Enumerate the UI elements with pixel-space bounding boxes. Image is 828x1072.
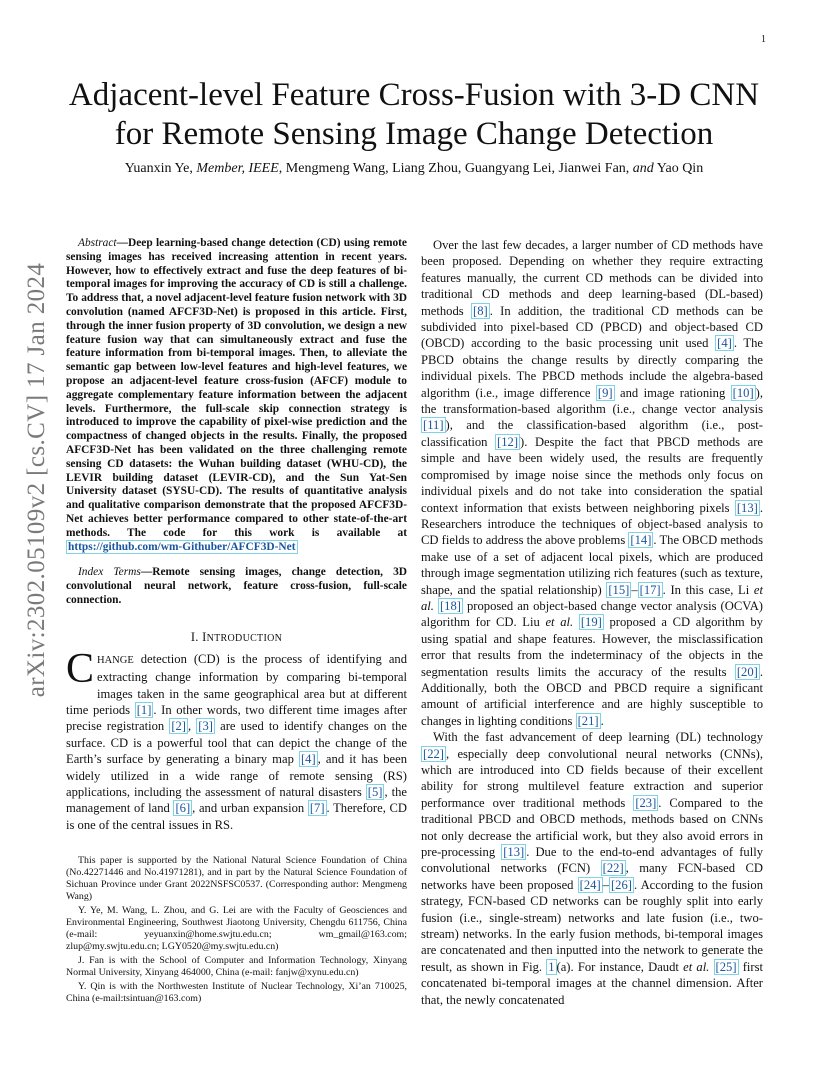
author-list <box>60 160 768 178</box>
arxiv-stamp: arXiv:2302.05109v2 [cs.CV] 17 Jan 2024 <box>23 262 50 698</box>
body-text <box>573 615 579 629</box>
citation-link[interactable]: [12] <box>497 434 519 449</box>
citation-link[interactable]: [25] <box>715 959 737 974</box>
body-text: , many FCN-based CD networks have been proposed <box>421 861 763 892</box>
intro-text: , the management of land <box>66 784 407 816</box>
body-text: . The PBCD obtains the change results by directly comparing the individual pixels. The PBCD methods include the algebra-based algorithm (i.e., image difference <box>421 336 763 400</box>
author-role: Member, IEEE <box>196 161 279 176</box>
body-paragraph <box>421 729 763 1008</box>
citation-link[interactable]: [13] <box>503 845 525 860</box>
author-name: Yao Qin <box>653 161 704 176</box>
citation-link[interactable]: [22] <box>423 746 444 761</box>
footnotes <box>66 855 407 1005</box>
author-name: Yuanxin Ye, <box>124 161 197 176</box>
drop-cap: C <box>66 645 95 692</box>
author-names: , Mengmeng Wang, Liang Zhou, Guangyang Lei, Jianwei Fan, <box>278 161 633 176</box>
author-conjunction: and <box>632 161 654 176</box>
body-paragraph <box>421 237 763 729</box>
intro-text: . In other words, two different time images after precise registration <box>66 702 407 734</box>
paper-title: Adjacent-level Feature Cross-Fusion with 3-D CNN for Remote Sensing Image Change Detection <box>68 77 760 152</box>
index-terms-text: —Remote sensing images, change detection, 3D convolutional neural network, feature cross-fusion, full-scale connection. <box>66 566 407 606</box>
citation-link[interactable]: [26] <box>610 877 632 892</box>
citation-link[interactable]: [10] <box>732 385 754 400</box>
citation-link[interactable]: [24] <box>579 877 601 892</box>
et-al: et al. <box>683 959 710 974</box>
body-text: . In this case, Li <box>662 582 754 597</box>
intro-text: detection (CD) is the process of identifying and extracting change information by comparing bi-temporal images taken in the same geographical area but at different time periods <box>66 651 407 717</box>
citation-link[interactable]: [8] <box>473 303 488 318</box>
abstract-text: —Deep learning-based change detection (CD) using remote sensing images has received increasing attention in recent years. However, how to effectively extract and fuse the deep features of bi-temporal images for improving the accuracy of CD is still a challenge. To address that, a novel adjacent-level feature fusion network with 3D convolution (named AFCF3D-Net) is proposed in this article. First, through the inner fusion property of 3D convolution, we design a new feature fusion way that can simultaneously extract and fuse the feature information from bi-temporal images. Then, to alleviate the semantic gap between low-level features and high-level features, we propose an adjacent-level feature cross-fusion (AFCF) module to aggregate complementary feature information between the adjacent levels. Furthermore, the full-scale skip connection strategy is introduced to improve the capability of pixel-wise prediction and the compactness of changed objects in the results. Finally, the proposed AFCF3D-Net has been validated on the three challenging remote sensing CD datasets: the Wuhan building dataset (WHU-CD), the LEVIR building dataset (LEVIR-CD), and the Sun Yat-Sen University dataset (SYSU-CD). The results of quantitative analysis and qualitative comparison demonstrate that the proposed AFCF3D-Net achieves better performance compared to other state-of-the-art methods. The code for this work is available at <box>66 237 407 539</box>
intro-text: . Therefore, CD is one of the central issues in RS. <box>66 801 408 832</box>
body-text: . Additionally, both the OBCD and PBCD require a significant amount of artificial interference and are highly susceptible to changes in lighting conditions <box>421 664 763 728</box>
body-text: proposed an object-based change vector analysis (OCVA) algorithm for CD. Liu <box>421 598 763 630</box>
citation-link[interactable]: [13] <box>736 500 758 515</box>
citation-link[interactable]: [7] <box>309 801 325 816</box>
abstract-label: Abstract <box>78 237 117 249</box>
footnote-funding: This paper is supported by the National Natural Science Foundation of China (No.42271446 and No.41971281), and in part by the Natural Science Foundation of Sichuan Province under Grant 2022NSFSC0537. (Corresponding author: Mengmeng Wang) <box>66 855 407 903</box>
citation-link[interactable]: [15] <box>608 582 630 597</box>
intro-text: , and urban expansion <box>192 801 308 816</box>
body-text: proposed a CD algorithm by using spatial and shape features. However, the misclassification error that results from the indeterminacy of the objects in the segmentation results limits the accuracy of the results <box>421 615 763 679</box>
body-text: With the fast advancement of deep learning (DL) technology <box>433 730 763 745</box>
section-heading <box>66 630 407 645</box>
citation-link[interactable]: [17] <box>639 582 661 597</box>
body-text: Over the last few decades, a larger number of CD methods have been proposed. Depending on whether they require extracting features manually, the current CD methods can be divided into traditional CD methods and deep learning-based (DL-based) methods <box>421 238 763 318</box>
body-text: first concatenated bi-temporal images at the channel dimension. After that, the newly concatenated <box>421 959 764 1007</box>
index-terms <box>66 566 407 607</box>
body-text: . Researchers introduce the techniques of object-based analysis to CD fields to address the above problems <box>421 500 763 548</box>
body-text: ), the transformation-based algorithm (i.e., change vector analysis <box>421 385 763 417</box>
body-text: . Due to the end-to-end advantages of fully convolutional networks (FCN) <box>421 845 763 876</box>
footnote-affiliation: J. Fan is with the School of Computer and Information Technology, Xinyang Normal University, Xinyang 464000, China (e-mail: fanjw@xynu.edu.cn) <box>66 955 407 979</box>
first-word: HANGE <box>97 654 134 666</box>
et-al: et al. <box>421 582 763 613</box>
body-text: . In addition, the traditional CD methods can be subdivided into pixel-based CD (PBCD) and object-based CD (OBCD) according to the basic processing unit used <box>421 303 763 351</box>
citation-link[interactable]: [20] <box>736 664 758 679</box>
section-numeral: I. <box>190 629 203 644</box>
body-text: . <box>600 713 604 728</box>
section-initial: I <box>202 629 207 644</box>
code-link[interactable]: https://github.com/wm-Githuber/AFCF3D-Net <box>68 540 296 553</box>
citation-link[interactable]: [23] <box>635 795 657 810</box>
et-al: et al. <box>545 615 574 630</box>
body-text: . Compared to the traditional PBCD and OBCD methods, methods based on CNNs not only decrease the artificial work, but they also avoid errors in pre-processing <box>421 795 763 860</box>
body-text: . According to the fusion strategy, FCN-based CD networks can be roughly split into early fusion (i.e., single-stream) networks and late fusion (i.e., two-stream) networks. In the early fusion methods, bi-temporal images are concatenated and then inputted into the network to generate the result, as shown in Fig. <box>421 877 763 974</box>
body-text: (a). For instance, Daudt <box>556 959 684 974</box>
intro-text: are used to identify changes on the surface. CD is a powerful tool that can depict the change of the Earth’s surface by generating a binary map <box>66 719 407 767</box>
footnote-affiliation: Y. Ye, M. Wang, L. Zhou, and G. Lei are with the Faculty of Geosciences and Environmental Engineering, Southwest Jiaotong University, Chengdu 611756, China (e-mail: yeyuanxin@home.swjtu.edu.cn; wm_gmail@163.com; zlup@my.swjtu.edu.cn; LGY0520@my.swjtu.edu.cn) <box>66 905 407 953</box>
citation-link[interactable]: [2] <box>171 719 186 734</box>
citation-link[interactable]: [9] <box>597 385 613 400</box>
right-column <box>421 237 763 1008</box>
intro-text: , and it has been widely utilized in a wide range of remote sensing (RS) applications, including the assessment of natural disasters <box>66 752 407 799</box>
citation-link[interactable]: [1] <box>136 702 152 717</box>
body-text: , especially deep convolutional neural networks (CNNs), which are introduced into CD fields because of their excellent ability for strong multilevel feature extraction and superior performance over traditional methods <box>421 746 763 810</box>
citation-link[interactable]: [3] <box>198 719 213 734</box>
body-text: and image rationing <box>614 385 731 400</box>
intro-text: , <box>188 719 197 734</box>
citation-link[interactable]: [4] <box>717 336 732 351</box>
citation-link[interactable]: [22] <box>602 861 624 876</box>
citation-link[interactable]: [5] <box>367 784 383 799</box>
intro-paragraph <box>66 645 408 833</box>
left-column <box>66 237 407 1007</box>
citation-link[interactable]: [18] <box>439 598 461 613</box>
section-title-rest: NTRODUCTION <box>206 632 283 644</box>
body-text <box>709 960 713 974</box>
page-number: 1 <box>761 34 766 45</box>
figure-link[interactable]: 1 <box>548 959 555 974</box>
citation-link[interactable]: [6] <box>175 801 191 816</box>
citation-link[interactable]: [21] <box>577 713 599 728</box>
body-text: ). Despite the fact that PBCD methods are simple and have been widely used, the results are frequently compromised by image noise since the methods only focus on individual pixels and do not take into consideration the spatial context information that exists between neighboring pixels <box>421 434 763 515</box>
citation-link[interactable]: [19] <box>580 615 602 630</box>
footnote-affiliation: Y. Qin is with the Northwesten Institute of Nuclear Technology, Xi’an 710025, China (e-mail:tsintuan@163.com) <box>66 981 407 1005</box>
citation-link[interactable]: [4] <box>300 752 316 767</box>
citation-link[interactable]: [14] <box>630 533 652 548</box>
index-terms-label: Index Terms <box>78 566 141 579</box>
body-text: – <box>631 582 638 597</box>
body-text: ), and the classification-based algorithm (i.e., post-classification <box>421 418 763 449</box>
body-text: . The OBCD methods make use of a set of adjacent local pixels, which are produced through image segmentation utilizing rich features (such as texture, shape, and the spatial relationship) <box>421 533 764 597</box>
citation-link[interactable]: [11] <box>423 418 444 433</box>
abstract <box>66 237 407 554</box>
body-text: – <box>602 877 609 892</box>
